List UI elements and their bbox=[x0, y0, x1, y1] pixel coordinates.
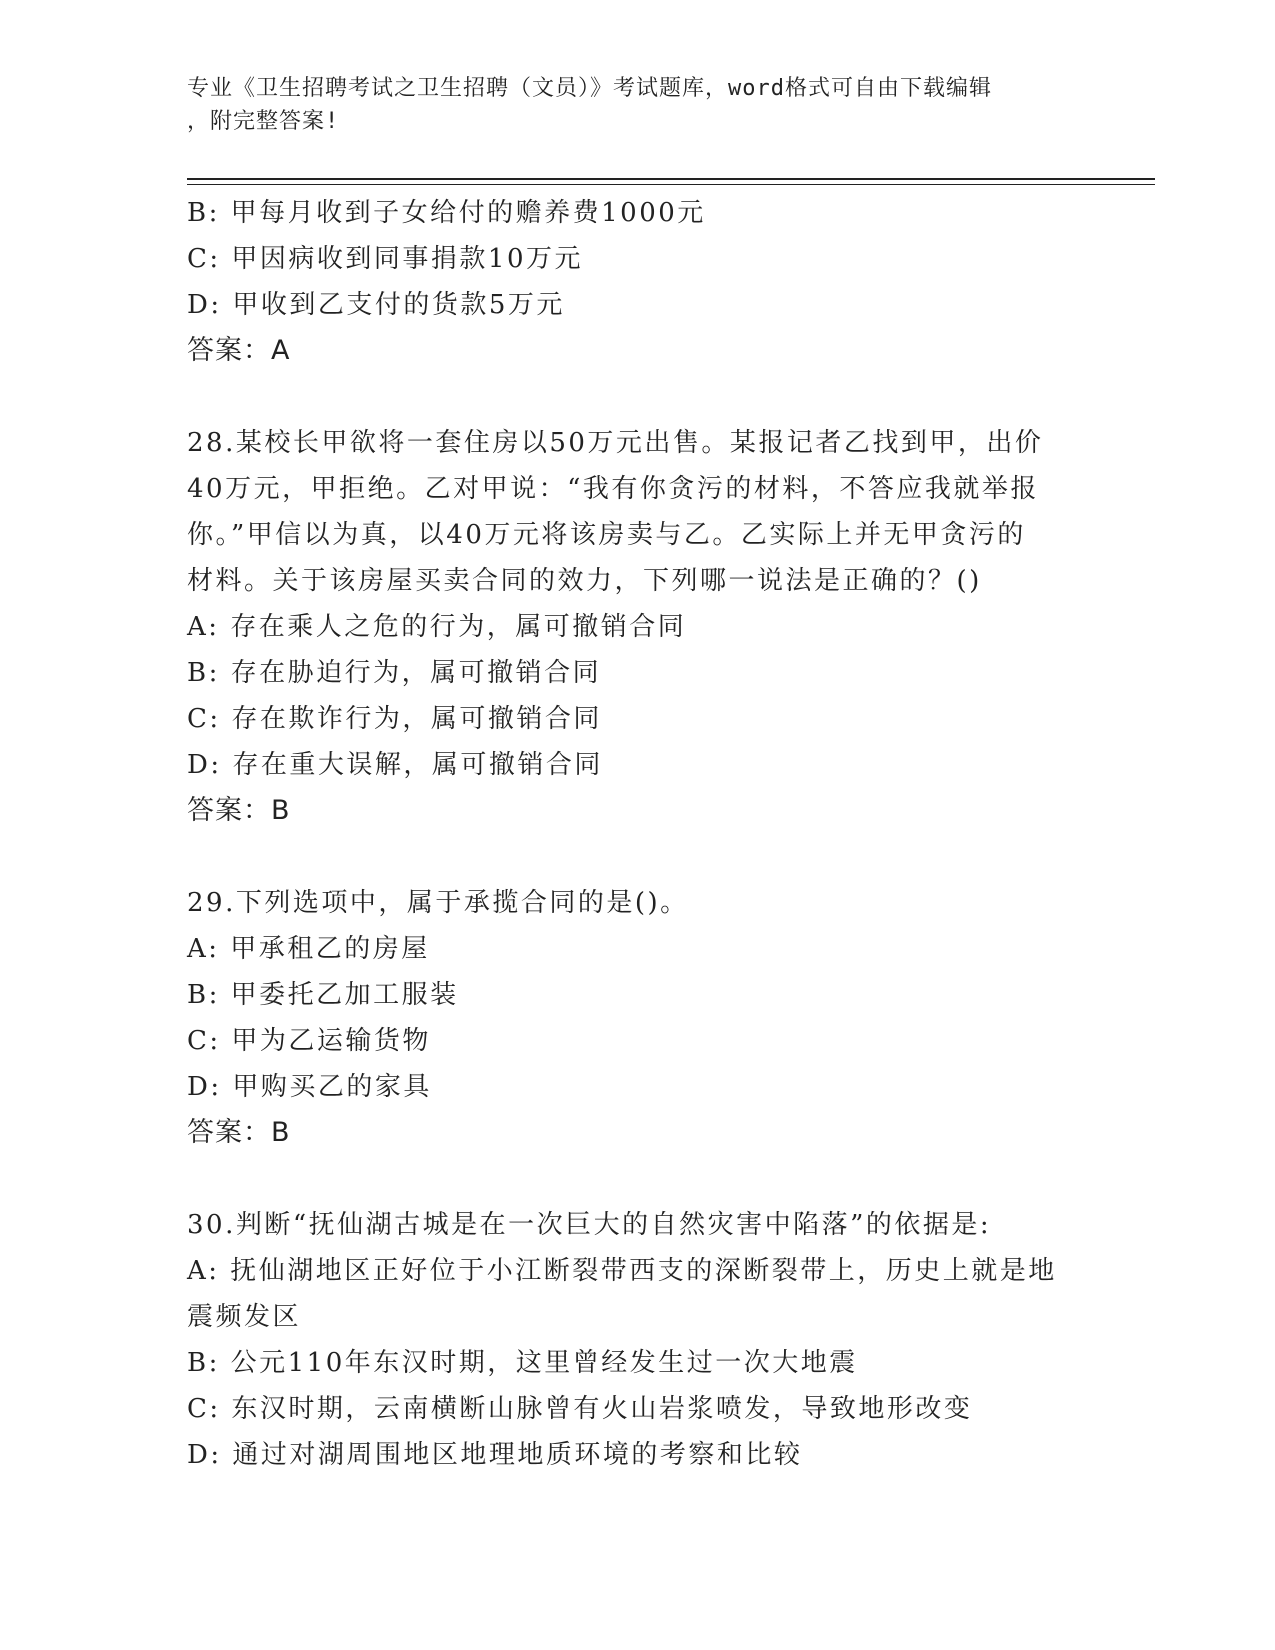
question-stem: 30.判断“抚仙湖古城是在一次巨大的自然灾害中陷落”的依据是: bbox=[187, 1210, 992, 1240]
option-b: B: 存在胁迫行为，属可撤销合同 bbox=[187, 658, 602, 688]
question-28 bbox=[187, 420, 1087, 834]
option-a: A: 存在乘人之危的行为，属可撤销合同 bbox=[187, 612, 687, 642]
option-b: B: 甲每月收到子女给付的赡养费1000元 bbox=[187, 198, 706, 228]
header-divider-thick bbox=[187, 178, 1155, 180]
question-stem: 29.下列选项中，属于承揽合同的是()。 bbox=[187, 888, 689, 918]
document-header bbox=[187, 72, 1067, 138]
header-divider-thin bbox=[187, 184, 1155, 185]
option-c: C: 甲因病收到同事捐款10万元 bbox=[187, 244, 584, 274]
option-d: D: 甲购买乙的家具 bbox=[187, 1072, 432, 1102]
question-list bbox=[187, 190, 1087, 1478]
option-b: B: 公元110年东汉时期，这里曾经发生过一次大地震 bbox=[187, 1348, 858, 1378]
header-line-1: 专业《卫生招聘考试之卫生招聘（文员）》考试题库，word格式可自由下载编辑 bbox=[187, 76, 992, 101]
answer: 答案：B bbox=[187, 1117, 291, 1148]
option-c: C: 甲为乙运输货物 bbox=[187, 1026, 431, 1056]
question-stem-line: 你。”甲信以为真，以40万元将该房卖与乙。乙实际上并无甲贪污的 bbox=[187, 520, 1026, 550]
question-stem-line: 40万元，甲拒绝。乙对甲说：“我有你贪污的材料，不答应我就举报 bbox=[187, 474, 1039, 504]
option-a-continued: 震频发区 bbox=[187, 1302, 302, 1332]
option-a: A: 甲承租乙的房屋 bbox=[187, 934, 430, 964]
answer: 答案：B bbox=[187, 795, 291, 826]
question-30 bbox=[187, 1202, 1087, 1478]
header-line-2: ，附完整答案! bbox=[187, 109, 340, 134]
option-c: C: 存在欺诈行为，属可撤销合同 bbox=[187, 704, 602, 734]
option-d: D: 存在重大误解，属可撤销合同 bbox=[187, 750, 603, 780]
option-d: D: 通过对湖周围地区地理地质环境的考察和比较 bbox=[187, 1440, 803, 1470]
option-c: C: 东汉时期，云南横断山脉曾有火山岩浆喷发，导致地形改变 bbox=[187, 1394, 973, 1424]
question-stem-line: 28.某校长甲欲将一套住房以50万元出售。某报记者乙找到甲，出价 bbox=[187, 428, 1044, 458]
question-29 bbox=[187, 880, 1087, 1156]
spacer bbox=[187, 834, 1087, 880]
option-d: D: 甲收到乙支付的货款5万元 bbox=[187, 290, 565, 320]
spacer bbox=[187, 374, 1087, 420]
question-27-tail bbox=[187, 190, 1087, 374]
option-a: A: 抚仙湖地区正好位于小江断裂带西支的深断裂带上，历史上就是地 bbox=[187, 1256, 1057, 1286]
question-stem-line: 材料。关于该房屋买卖合同的效力，下列哪一说法是正确的？() bbox=[187, 566, 982, 596]
spacer bbox=[187, 1156, 1087, 1202]
answer: 答案：A bbox=[187, 335, 291, 366]
option-b: B: 甲委托乙加工服装 bbox=[187, 980, 459, 1010]
